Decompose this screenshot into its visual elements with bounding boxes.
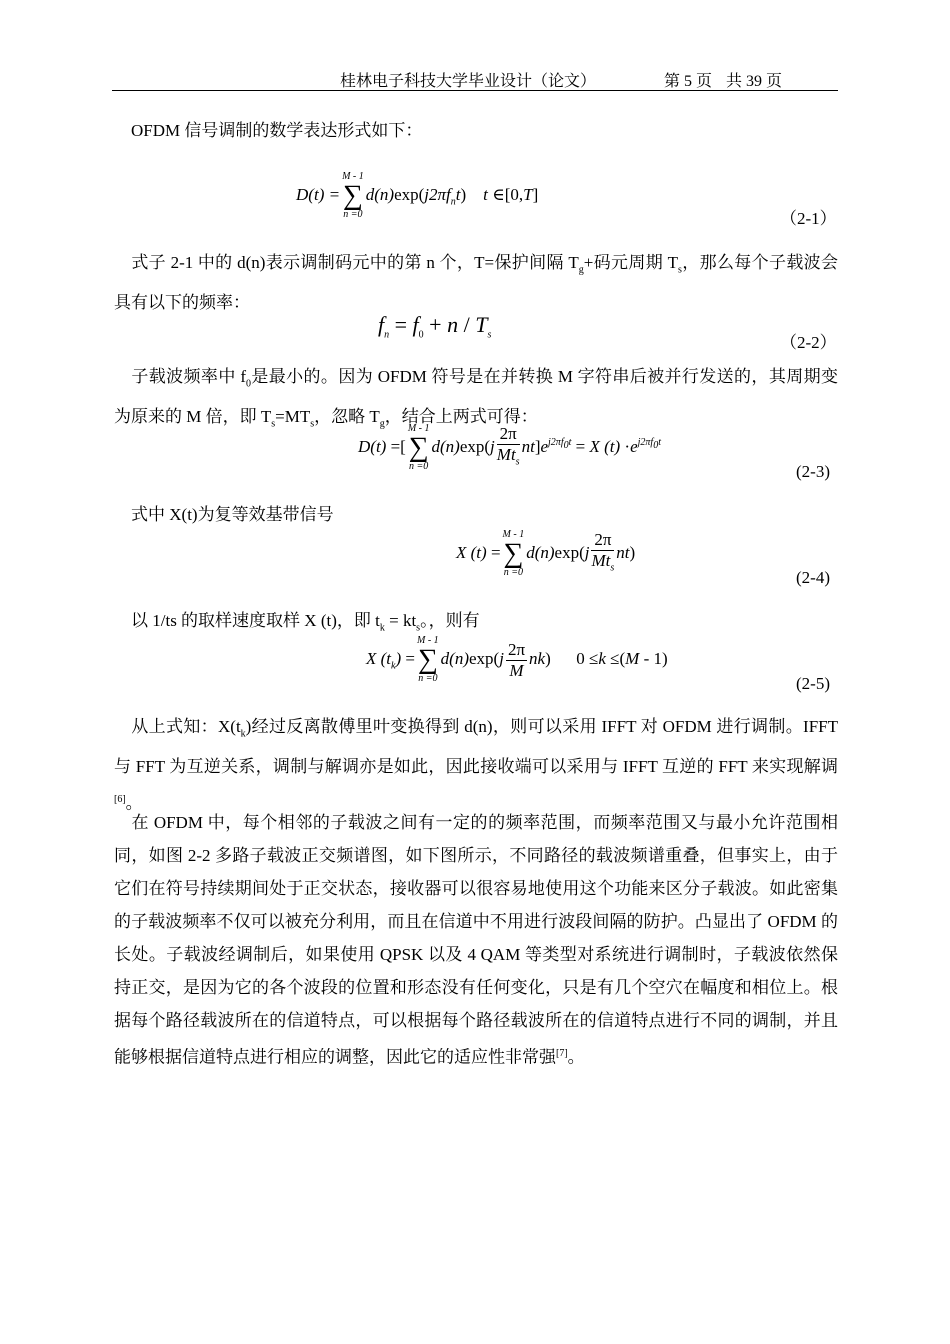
intro-paragraph: OFDM 信号调制的数学表达形式如下：: [131, 121, 423, 140]
paragraph-1: 式子 2-1 中的 d(n)表示调制码元中的第 n 个，T=保护间隔 $T_g+$码元周期 $T_s$，那么每个子载波会具有以下的频率：: [114, 253, 838, 313]
paragraph-3: 式中 X(t)为复等效基带信号: [131, 505, 334, 524]
equation-2-4: X (t) = M - 1 ∑ n =0 d(n)exp(j $\frac{2\pi}{Mt_s}$ nt): [456, 529, 636, 579]
paragraph-6: 在 OFDM 中，每个相邻的子载波之间有一定的的频率范围，而频率范围又与最小允许范围相同，如图 2-2 多路子载波正交频谱图，如下图所示，不同路径的载波频谱重叠，但事实上，由于它们在符号持续期间处于正交状态，接收器可以很容易地使用这个功能来区分子载波。如此密集的子载波频率不仅可以被充分利用，而且在信道中不用进行波段间隔的防护。凸显出了 OFDM 的长处。子载波经调制后，如果使用 QPSK 以及 4 QAM 等类型对系统进行调制时，子载波依然保持正交，是因为它的各个波段的位置和形态没有任何变化，只是有几个空穴在幅度和相位上。根据每个路径载波所在的信道特点，可以根据每个路径载波所在的信道特点进行不同的调制，并且能够根据信道特点进行相应的调整，因此它的适应性非常强[7]。: [114, 813, 838, 1067]
page-header: [112, 66, 838, 91]
equation-number-2-5: (2-5): [796, 674, 830, 693]
paragraph-5: 从上式知：$X(t_k)$经过反离散傅里叶变换得到 d(n)，则可以采用 IFFT 对 OFDM 进行调制。IFFT 与 FFT 为互逆关系，调制与解调亦是如此，因此接收端可以采用与 IFFT 互逆的 FFT 来实现解调[6]。: [114, 717, 838, 814]
sum-symbol: M - 1 ∑ n =0: [342, 171, 364, 220]
equation-number-2-1: （2-1）: [780, 209, 837, 228]
paragraph-2: 子载波频率中 $f_0$是最小的。因为 OFDM 符号是在并转换 M 字符串后被并行发送的，其周期变为原来的 M 倍，即 $T_s=MT_s$，忽略 $T_g$，结合上两式可得：: [114, 367, 838, 430]
equation-2-2: $f_n = f_0 + n / T_s$: [378, 312, 492, 341]
citation-6: [6]: [114, 794, 126, 806]
equation-number-2-2: （2-2）: [780, 333, 837, 352]
header-page-number: 第 5 页: [664, 73, 713, 90]
equation-2-3: D(t) =[ M - 1 ∑ n =0 d(n)exp(j $\frac{2\pi}{Mt_s}$ $nt]e^{j2\pi f_0t} = X$ $(t) \cdot e^{j2\pi f_0t}$: [358, 423, 661, 473]
citation-7: [7]: [556, 1048, 568, 1059]
equation-number-2-3: (2-3): [796, 462, 830, 481]
header-school: 桂林电子科技大学毕业设计（论文）: [340, 73, 597, 90]
paragraph-4: 以 1/ts 的取样速度取样 X (t)，即 $t_k = kt_s$。，则有: [131, 611, 480, 634]
equation-2-1: D(t) = M - 1 ∑ n =0 $d(n)\exp(j2\pi f_nt)$ t ∈[0,T]: [296, 171, 539, 220]
header-total-pages: 共 39 页: [726, 73, 783, 90]
equation-number-2-4: (2-4): [796, 568, 830, 587]
equation-2-5: X $(t_k)$ = M - 1 ∑ n =0 d(n)exp(j $\frac{2\pi}{M}$ nk) 0 ≤k ≤(M - 1): [366, 635, 668, 684]
